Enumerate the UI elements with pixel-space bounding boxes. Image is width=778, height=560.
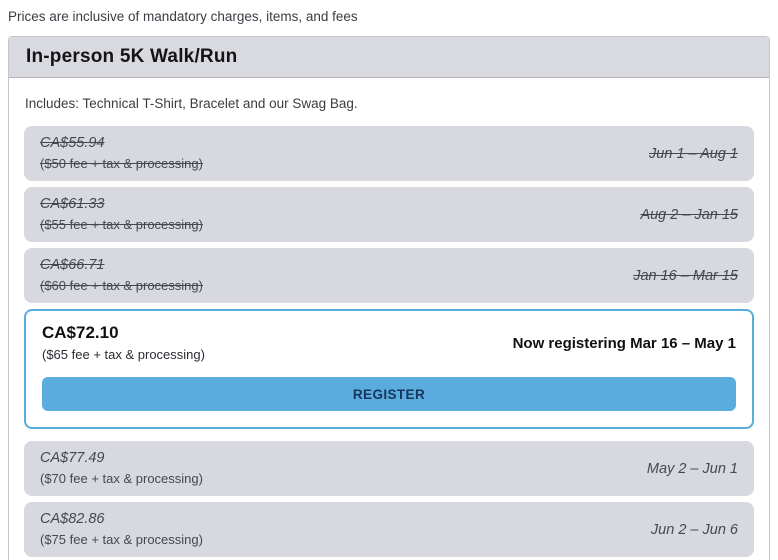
tier-info (40, 194, 203, 235)
tier-info (40, 509, 203, 550)
price-tier-row (24, 441, 754, 496)
includes-description: Includes: Technical T-Shirt, Bracelet and our Swag Bag. (25, 96, 358, 111)
tier-top-row (40, 509, 738, 550)
tier-info (40, 448, 203, 489)
tier-price: CA$82.86 (40, 511, 105, 527)
event-title: In-person 5K Walk/Run (26, 46, 238, 67)
price-tier-row (24, 502, 754, 557)
tier-info (40, 133, 203, 174)
price-tier-row (24, 187, 754, 242)
tier-top-row (40, 255, 738, 296)
tier-fee-breakdown: ($70 fee + tax & processing) (40, 471, 203, 486)
tier-date-range: Jun 1 – Aug 1 (649, 145, 738, 162)
tier-price: CA$61.33 (40, 196, 105, 212)
tier-date-range: Jan 16 – Mar 15 (633, 267, 738, 284)
tier-info (42, 321, 205, 365)
tier-price: CA$77.49 (40, 450, 105, 466)
event-pricing-card (8, 36, 770, 560)
tier-fee-breakdown: ($55 fee + tax & processing) (40, 217, 203, 232)
tier-date-range: Aug 2 – Jan 15 (640, 206, 738, 223)
tier-date-range: Jun 2 – Jun 6 (650, 521, 738, 538)
tier-top-row (40, 448, 738, 489)
tier-top-row (40, 133, 738, 174)
tier-list (24, 126, 754, 557)
pricing-disclaimer: Prices are inclusive of mandatory charges, items, and fees (8, 9, 358, 24)
card-header (9, 37, 769, 78)
tier-info (40, 255, 203, 296)
tier-date-range: May 2 – Jun 1 (646, 460, 738, 477)
tier-price: CA$55.94 (40, 135, 105, 151)
price-tier-row (24, 126, 754, 181)
price-tier-row (24, 248, 754, 303)
tier-top-row (42, 321, 736, 365)
register-button[interactable]: REGISTER (42, 377, 736, 411)
tier-fee-breakdown: ($60 fee + tax & processing) (40, 278, 203, 293)
tier-price: CA$72.10 (42, 323, 119, 342)
tier-fee-breakdown: ($75 fee + tax & processing) (40, 532, 203, 547)
tier-price: CA$66.71 (40, 257, 105, 273)
tier-fee-breakdown: ($65 fee + tax & processing) (42, 347, 205, 362)
tier-fee-breakdown: ($50 fee + tax & processing) (40, 156, 203, 171)
price-tier-row (24, 309, 754, 429)
tier-top-row (40, 194, 738, 235)
card-body (9, 78, 769, 560)
tier-date-range: Now registering Mar 16 – May 1 (512, 334, 736, 352)
